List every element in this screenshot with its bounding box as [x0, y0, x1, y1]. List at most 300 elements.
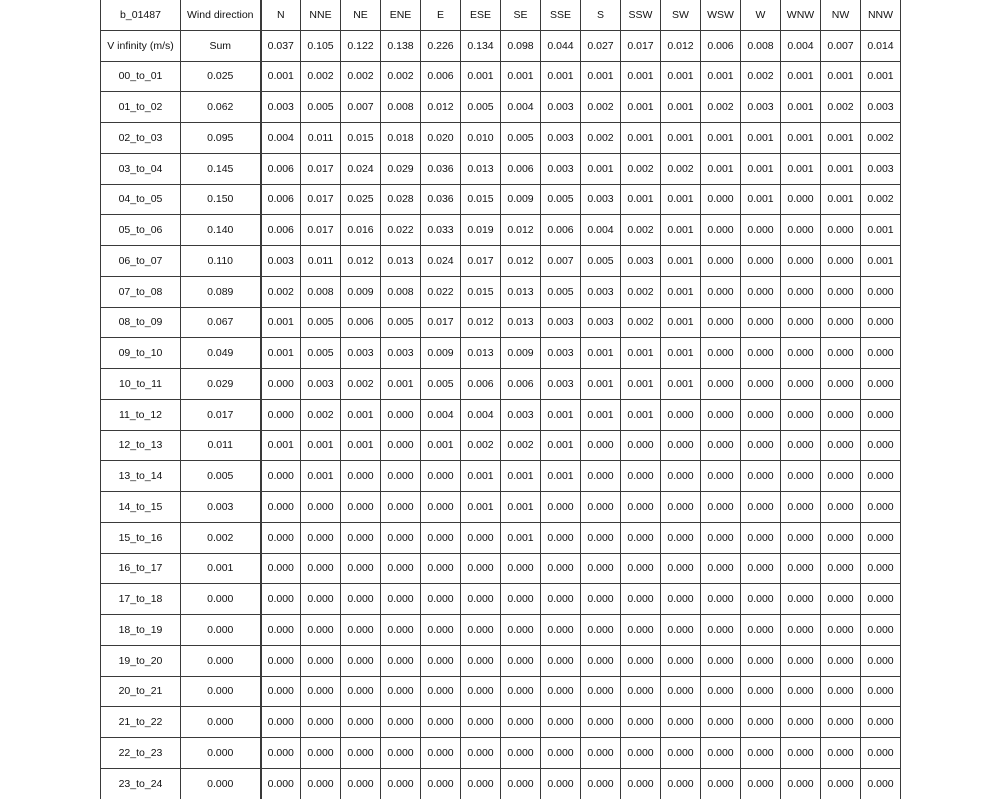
frequency-cell: 0.000	[701, 492, 741, 523]
frequency-cell: 0.001	[341, 399, 381, 430]
frequency-cell: 0.000	[581, 645, 621, 676]
frequency-cell: 0.000	[701, 184, 741, 215]
speed-bin-label: 07_to_08	[101, 276, 181, 307]
frequency-cell: 0.000	[261, 615, 301, 646]
frequency-cell: 0.000	[701, 615, 741, 646]
frequency-cell: 0.000	[741, 707, 781, 738]
row-sum-cell: 0.001	[181, 553, 261, 584]
table-row	[101, 768, 901, 798]
direction-header-cell: SSW	[621, 0, 661, 30]
speed-bin-label: 05_to_06	[101, 215, 181, 246]
speed-bin-label: 03_to_04	[101, 153, 181, 184]
frequency-cell: 0.000	[821, 615, 861, 646]
speed-bin-label: 17_to_18	[101, 584, 181, 615]
direction-sum-cell: 0.027	[581, 30, 621, 61]
direction-sum-cell: 0.044	[541, 30, 581, 61]
frequency-cell: 0.006	[501, 369, 541, 400]
frequency-cell: 0.000	[421, 615, 461, 646]
frequency-cell: 0.001	[621, 338, 661, 369]
frequency-cell: 0.000	[861, 676, 901, 707]
frequency-cell: 0.000	[581, 430, 621, 461]
frequency-cell: 0.000	[821, 461, 861, 492]
frequency-cell: 0.000	[621, 553, 661, 584]
frequency-cell: 0.001	[701, 61, 741, 92]
frequency-cell: 0.000	[861, 430, 901, 461]
frequency-cell: 0.001	[501, 461, 541, 492]
frequency-cell: 0.000	[461, 553, 501, 584]
frequency-cell: 0.000	[661, 676, 701, 707]
frequency-cell: 0.000	[701, 707, 741, 738]
frequency-cell: 0.000	[701, 307, 741, 338]
table-row	[101, 553, 901, 584]
frequency-cell: 0.000	[621, 584, 661, 615]
frequency-cell: 0.033	[421, 215, 461, 246]
frequency-cell: 0.001	[381, 369, 421, 400]
frequency-cell: 0.013	[381, 246, 421, 277]
frequency-cell: 0.000	[861, 369, 901, 400]
frequency-cell: 0.000	[261, 461, 301, 492]
frequency-cell: 0.000	[701, 215, 741, 246]
frequency-cell: 0.000	[741, 676, 781, 707]
frequency-cell: 0.005	[301, 92, 341, 123]
frequency-cell: 0.001	[581, 369, 621, 400]
frequency-cell: 0.000	[581, 522, 621, 553]
frequency-cell: 0.000	[741, 369, 781, 400]
frequency-cell: 0.000	[461, 615, 501, 646]
frequency-cell: 0.000	[381, 615, 421, 646]
frequency-cell: 0.000	[781, 276, 821, 307]
frequency-cell: 0.000	[461, 522, 501, 553]
frequency-cell: 0.005	[421, 369, 461, 400]
frequency-cell: 0.013	[461, 338, 501, 369]
table-row	[101, 184, 901, 215]
frequency-cell: 0.001	[621, 123, 661, 154]
frequency-cell: 0.016	[341, 215, 381, 246]
frequency-cell: 0.000	[661, 707, 701, 738]
frequency-cell: 0.003	[621, 246, 661, 277]
row-sum-cell: 0.140	[181, 215, 261, 246]
frequency-cell: 0.006	[341, 307, 381, 338]
direction-header-cell: ENE	[381, 0, 421, 30]
table-row	[101, 430, 901, 461]
frequency-cell: 0.000	[781, 369, 821, 400]
frequency-cell: 0.000	[821, 738, 861, 769]
frequency-cell: 0.002	[861, 184, 901, 215]
frequency-cell: 0.000	[741, 645, 781, 676]
row-sum-cell: 0.110	[181, 246, 261, 277]
frequency-cell: 0.000	[821, 369, 861, 400]
frequency-cell: 0.000	[661, 461, 701, 492]
frequency-cell: 0.003	[581, 184, 621, 215]
row-sum-cell: 0.062	[181, 92, 261, 123]
frequency-cell: 0.019	[461, 215, 501, 246]
frequency-cell: 0.001	[261, 338, 301, 369]
frequency-cell: 0.001	[661, 123, 701, 154]
row-sum-cell: 0.000	[181, 645, 261, 676]
frequency-cell: 0.000	[861, 738, 901, 769]
frequency-cell: 0.003	[861, 92, 901, 123]
frequency-cell: 0.000	[781, 338, 821, 369]
speed-bin-label: 13_to_14	[101, 461, 181, 492]
frequency-cell: 0.000	[821, 707, 861, 738]
frequency-cell: 0.024	[341, 153, 381, 184]
direction-sum-cell: 0.138	[381, 30, 421, 61]
frequency-cell: 0.000	[541, 707, 581, 738]
table-row	[101, 215, 901, 246]
frequency-cell: 0.006	[261, 184, 301, 215]
frequency-cell: 0.002	[621, 153, 661, 184]
frequency-cell: 0.028	[381, 184, 421, 215]
frequency-cell: 0.005	[541, 184, 581, 215]
frequency-cell: 0.000	[781, 492, 821, 523]
frequency-cell: 0.000	[861, 707, 901, 738]
direction-header-cell: ESE	[461, 0, 501, 30]
row-sum-cell: 0.150	[181, 184, 261, 215]
frequency-cell: 0.000	[421, 553, 461, 584]
frequency-cell: 0.009	[501, 338, 541, 369]
frequency-cell: 0.000	[861, 615, 901, 646]
frequency-cell: 0.001	[821, 184, 861, 215]
frequency-cell: 0.001	[501, 492, 541, 523]
frequency-cell: 0.017	[301, 184, 341, 215]
frequency-cell: 0.002	[861, 123, 901, 154]
direction-sum-cell: 0.007	[821, 30, 861, 61]
frequency-cell: 0.000	[821, 768, 861, 798]
frequency-cell: 0.004	[421, 399, 461, 430]
frequency-cell: 0.001	[581, 153, 621, 184]
frequency-cell: 0.000	[341, 615, 381, 646]
frequency-cell: 0.000	[621, 615, 661, 646]
row-sum-cell: 0.029	[181, 369, 261, 400]
frequency-cell: 0.001	[661, 246, 701, 277]
row-sum-cell: 0.002	[181, 522, 261, 553]
frequency-cell: 0.017	[301, 153, 341, 184]
frequency-cell: 0.000	[261, 584, 301, 615]
wind-direction-header: Wind direction	[181, 0, 261, 30]
frequency-cell: 0.000	[381, 768, 421, 798]
direction-sum-cell: 0.017	[621, 30, 661, 61]
frequency-cell: 0.000	[821, 645, 861, 676]
table-row	[101, 615, 901, 646]
frequency-cell: 0.001	[461, 461, 501, 492]
frequency-cell: 0.000	[501, 615, 541, 646]
speed-bin-label: 00_to_01	[101, 61, 181, 92]
frequency-cell: 0.022	[421, 276, 461, 307]
frequency-cell: 0.025	[341, 184, 381, 215]
frequency-cell: 0.000	[421, 738, 461, 769]
frequency-cell: 0.000	[341, 676, 381, 707]
frequency-cell: 0.000	[421, 522, 461, 553]
frequency-cell: 0.000	[581, 707, 621, 738]
frequency-cell: 0.000	[701, 768, 741, 798]
frequency-cell: 0.000	[381, 461, 421, 492]
table-row	[101, 492, 901, 523]
frequency-cell: 0.004	[501, 92, 541, 123]
frequency-cell: 0.001	[661, 184, 701, 215]
frequency-cell: 0.000	[701, 369, 741, 400]
frequency-cell: 0.003	[541, 369, 581, 400]
frequency-cell: 0.000	[781, 215, 821, 246]
frequency-cell: 0.000	[501, 738, 541, 769]
speed-bin-label: 10_to_11	[101, 369, 181, 400]
frequency-cell: 0.000	[621, 645, 661, 676]
frequency-cell: 0.000	[821, 399, 861, 430]
frequency-cell: 0.003	[541, 153, 581, 184]
frequency-cell: 0.000	[261, 369, 301, 400]
wind-frequency-table	[100, 0, 901, 799]
frequency-cell: 0.001	[821, 153, 861, 184]
speed-bin-label: 11_to_12	[101, 399, 181, 430]
frequency-cell: 0.003	[381, 338, 421, 369]
row-sum-cell: 0.011	[181, 430, 261, 461]
frequency-cell: 0.000	[261, 553, 301, 584]
frequency-cell: 0.001	[621, 399, 661, 430]
frequency-cell: 0.005	[501, 123, 541, 154]
direction-header-cell: S	[581, 0, 621, 30]
row-sum-cell: 0.000	[181, 768, 261, 798]
frequency-cell: 0.002	[581, 92, 621, 123]
frequency-cell: 0.000	[661, 492, 701, 523]
frequency-cell: 0.001	[501, 522, 541, 553]
frequency-cell: 0.000	[421, 707, 461, 738]
frequency-cell: 0.000	[781, 307, 821, 338]
frequency-cell: 0.000	[861, 645, 901, 676]
frequency-cell: 0.000	[461, 645, 501, 676]
table-row	[101, 645, 901, 676]
frequency-cell: 0.000	[381, 492, 421, 523]
frequency-cell: 0.000	[581, 768, 621, 798]
frequency-cell: 0.001	[261, 61, 301, 92]
frequency-cell: 0.000	[301, 645, 341, 676]
frequency-cell: 0.011	[301, 123, 341, 154]
frequency-cell: 0.000	[421, 676, 461, 707]
frequency-cell: 0.000	[501, 645, 541, 676]
direction-sum-cell: 0.122	[341, 30, 381, 61]
frequency-cell: 0.003	[581, 276, 621, 307]
frequency-cell: 0.000	[621, 738, 661, 769]
row-sum-cell: 0.000	[181, 707, 261, 738]
frequency-cell: 0.000	[821, 215, 861, 246]
frequency-cell: 0.012	[501, 215, 541, 246]
frequency-cell: 0.000	[541, 645, 581, 676]
frequency-cell: 0.020	[421, 123, 461, 154]
frequency-cell: 0.015	[341, 123, 381, 154]
frequency-cell: 0.004	[581, 215, 621, 246]
speed-bin-label: 20_to_21	[101, 676, 181, 707]
frequency-cell: 0.007	[341, 92, 381, 123]
frequency-cell: 0.018	[381, 123, 421, 154]
frequency-cell: 0.000	[701, 584, 741, 615]
speed-bin-label: 14_to_15	[101, 492, 181, 523]
frequency-cell: 0.000	[501, 584, 541, 615]
frequency-cell: 0.000	[701, 246, 741, 277]
sum-row	[101, 30, 901, 61]
frequency-cell: 0.003	[861, 153, 901, 184]
frequency-cell: 0.000	[581, 492, 621, 523]
frequency-cell: 0.000	[861, 399, 901, 430]
frequency-cell: 0.006	[261, 153, 301, 184]
frequency-cell: 0.000	[781, 461, 821, 492]
direction-header-cell: SE	[501, 0, 541, 30]
frequency-cell: 0.001	[261, 430, 301, 461]
frequency-cell: 0.000	[741, 399, 781, 430]
direction-header-cell: E	[421, 0, 461, 30]
frequency-cell: 0.000	[781, 615, 821, 646]
frequency-cell: 0.000	[781, 645, 821, 676]
table-row	[101, 707, 901, 738]
frequency-cell: 0.002	[301, 399, 341, 430]
frequency-cell: 0.000	[661, 615, 701, 646]
frequency-cell: 0.017	[421, 307, 461, 338]
frequency-cell: 0.000	[581, 676, 621, 707]
frequency-cell: 0.022	[381, 215, 421, 246]
frequency-cell: 0.000	[421, 461, 461, 492]
wind-frequency-table-container	[100, 0, 900, 800]
frequency-cell: 0.024	[421, 246, 461, 277]
frequency-cell: 0.000	[661, 430, 701, 461]
frequency-cell: 0.010	[461, 123, 501, 154]
frequency-cell: 0.006	[261, 215, 301, 246]
frequency-cell: 0.002	[821, 92, 861, 123]
frequency-cell: 0.005	[301, 307, 341, 338]
frequency-cell: 0.000	[301, 707, 341, 738]
frequency-cell: 0.001	[621, 369, 661, 400]
frequency-cell: 0.005	[301, 338, 341, 369]
frequency-cell: 0.000	[541, 768, 581, 798]
speed-bin-label: 22_to_23	[101, 738, 181, 769]
frequency-cell: 0.000	[821, 553, 861, 584]
frequency-cell: 0.001	[741, 153, 781, 184]
row-sum-cell: 0.049	[181, 338, 261, 369]
row-sum-cell: 0.067	[181, 307, 261, 338]
direction-sum-cell: 0.134	[461, 30, 501, 61]
table-row	[101, 738, 901, 769]
table-body	[101, 0, 901, 799]
speed-bin-label: 09_to_10	[101, 338, 181, 369]
frequency-cell: 0.000	[621, 707, 661, 738]
speed-bin-label: 01_to_02	[101, 92, 181, 123]
frequency-cell: 0.012	[461, 307, 501, 338]
frequency-cell: 0.000	[821, 676, 861, 707]
frequency-cell: 0.003	[501, 399, 541, 430]
frequency-cell: 0.003	[541, 123, 581, 154]
frequency-cell: 0.001	[701, 123, 741, 154]
frequency-cell: 0.002	[581, 123, 621, 154]
table-row	[101, 676, 901, 707]
frequency-cell: 0.000	[541, 522, 581, 553]
frequency-cell: 0.000	[301, 738, 341, 769]
frequency-cell: 0.000	[861, 461, 901, 492]
direction-header-cell: NW	[821, 0, 861, 30]
frequency-cell: 0.007	[541, 246, 581, 277]
frequency-cell: 0.000	[341, 584, 381, 615]
frequency-cell: 0.000	[581, 738, 621, 769]
frequency-cell: 0.003	[541, 92, 581, 123]
frequency-cell: 0.000	[661, 738, 701, 769]
frequency-cell: 0.008	[301, 276, 341, 307]
frequency-cell: 0.000	[661, 768, 701, 798]
frequency-cell: 0.001	[461, 61, 501, 92]
frequency-cell: 0.000	[621, 768, 661, 798]
frequency-cell: 0.000	[661, 399, 701, 430]
frequency-cell: 0.000	[781, 584, 821, 615]
frequency-cell: 0.000	[341, 522, 381, 553]
frequency-cell: 0.005	[381, 307, 421, 338]
frequency-cell: 0.006	[501, 153, 541, 184]
frequency-cell: 0.000	[541, 492, 581, 523]
frequency-cell: 0.000	[781, 738, 821, 769]
frequency-cell: 0.000	[541, 738, 581, 769]
table-row	[101, 92, 901, 123]
speed-bin-label: 23_to_24	[101, 768, 181, 798]
row-sum-cell: 0.089	[181, 276, 261, 307]
frequency-cell: 0.000	[301, 615, 341, 646]
direction-sum-cell: 0.098	[501, 30, 541, 61]
direction-sum-cell: 0.008	[741, 30, 781, 61]
frequency-cell: 0.000	[261, 768, 301, 798]
table-row	[101, 276, 901, 307]
frequency-cell: 0.006	[541, 215, 581, 246]
frequency-cell: 0.000	[861, 492, 901, 523]
speed-bin-label: 18_to_19	[101, 615, 181, 646]
speed-bin-label: 04_to_05	[101, 184, 181, 215]
frequency-cell: 0.003	[261, 92, 301, 123]
frequency-cell: 0.000	[421, 584, 461, 615]
frequency-cell: 0.013	[461, 153, 501, 184]
frequency-cell: 0.000	[741, 553, 781, 584]
frequency-cell: 0.002	[621, 215, 661, 246]
direction-sum-cell: 0.004	[781, 30, 821, 61]
frequency-cell: 0.000	[701, 645, 741, 676]
frequency-cell: 0.001	[661, 307, 701, 338]
frequency-cell: 0.001	[541, 399, 581, 430]
frequency-cell: 0.000	[781, 676, 821, 707]
frequency-cell: 0.002	[261, 276, 301, 307]
frequency-cell: 0.001	[861, 215, 901, 246]
frequency-cell: 0.000	[741, 215, 781, 246]
frequency-cell: 0.001	[621, 92, 661, 123]
frequency-cell: 0.001	[621, 184, 661, 215]
frequency-cell: 0.029	[381, 153, 421, 184]
direction-sum-cell: 0.226	[421, 30, 461, 61]
direction-header-cell: NNE	[301, 0, 341, 30]
table-row	[101, 461, 901, 492]
frequency-cell: 0.001	[661, 276, 701, 307]
frequency-cell: 0.009	[341, 276, 381, 307]
row-sum-cell: 0.017	[181, 399, 261, 430]
frequency-cell: 0.000	[741, 584, 781, 615]
frequency-cell: 0.000	[701, 276, 741, 307]
frequency-cell: 0.000	[821, 307, 861, 338]
frequency-cell: 0.000	[261, 707, 301, 738]
frequency-cell: 0.001	[781, 123, 821, 154]
frequency-cell: 0.000	[381, 738, 421, 769]
frequency-cell: 0.005	[461, 92, 501, 123]
frequency-cell: 0.000	[621, 676, 661, 707]
frequency-cell: 0.001	[781, 153, 821, 184]
frequency-cell: 0.017	[301, 215, 341, 246]
frequency-cell: 0.000	[741, 461, 781, 492]
frequency-cell: 0.000	[301, 768, 341, 798]
header-row	[101, 0, 901, 30]
frequency-cell: 0.000	[381, 707, 421, 738]
frequency-cell: 0.000	[781, 184, 821, 215]
frequency-cell: 0.001	[301, 430, 341, 461]
frequency-cell: 0.005	[541, 276, 581, 307]
frequency-cell: 0.000	[621, 492, 661, 523]
row-sum-cell: 0.095	[181, 123, 261, 154]
frequency-cell: 0.000	[861, 276, 901, 307]
